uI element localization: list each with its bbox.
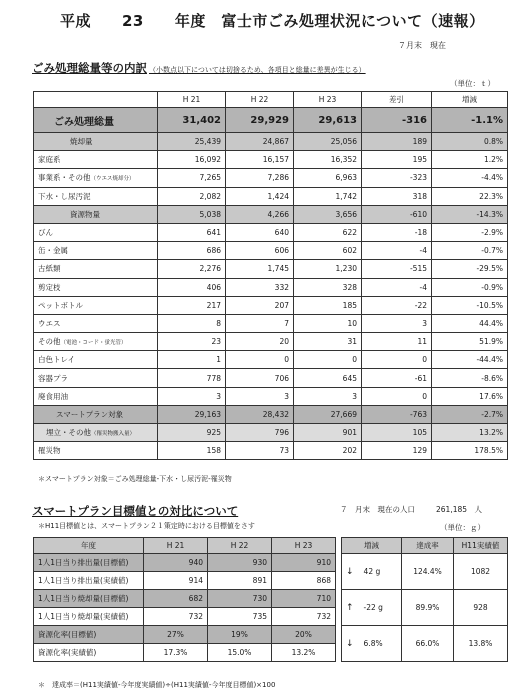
cell-h22: 332 [226,278,294,296]
cell-diff: 129 [362,442,432,460]
cell-rate: 1.2% [432,151,508,169]
cell-h21: 3 [158,387,226,405]
cell-h23: 602 [294,242,362,260]
table-header-row [34,538,508,554]
cell-h21: 732 [144,608,208,626]
population-label: ７ 月末 現在の人口 [340,505,415,514]
section2-unit: （単位：ｇ） [440,523,485,532]
table-row [34,405,508,423]
row-label: ペットボトル [34,296,158,314]
cell-h21: 940 [144,554,208,572]
header-cell [34,92,158,108]
cell-h22: 1,424 [226,187,294,205]
cell-rate: 51.9% [432,333,508,351]
row-label: 1人1日当り焼却量(目標値) [34,590,144,608]
cell-h22: 7 [226,314,294,332]
cell-h23: 6,963 [294,169,362,187]
cell-h23: 3,656 [294,205,362,223]
cell-diff: -61 [362,369,432,387]
section1-title: ごみ処理総量等の内訳 [32,61,147,75]
cell-h21: 778 [158,369,226,387]
table-row [34,133,508,151]
row-label-main: 事業系・その他 [38,173,91,183]
cell-h23: 16,352 [294,151,362,169]
cell-h23: 185 [294,296,362,314]
table-row [34,296,508,314]
row-label: 下水・し尿汚泥 [34,187,158,205]
cell-h21: 406 [158,278,226,296]
cell-h22: 930 [208,554,272,572]
table-row [34,223,508,241]
table-row [34,590,508,608]
cell-diff: 195 [362,151,432,169]
header-cell: H 21 [144,538,208,554]
cell-h22: 7,286 [226,169,294,187]
table-row [34,151,508,169]
change-value: -22 g [363,602,383,612]
row-label: 1人1日当り排出量(実績値) [34,572,144,590]
cell-h23: 202 [294,442,362,460]
cell-diff: -316 [362,108,432,133]
cell-h21: 1 [158,351,226,369]
table-row [34,351,508,369]
cell-diff: 189 [362,133,432,151]
cell-h21: 2,276 [158,260,226,278]
change-value: 6.8% [363,638,383,648]
table-row [34,626,508,644]
row-label-sub: （ウエス焼却分） [90,176,135,183]
cell-diff: -610 [362,205,432,223]
cell-diff: 0 [362,387,432,405]
cell-h23: 10 [294,314,362,332]
row-label: 缶・金属 [34,242,158,260]
cell-rate: -29.5% [432,260,508,278]
cell-h23: 31 [294,333,362,351]
h11-note: ＊H11目標値とは、スマートプラン２１策定時における目標値をさす [38,522,255,530]
cell-h23: 13.2% [272,644,336,662]
cell-h23: 868 [272,572,336,590]
cell-h22: 16,157 [226,151,294,169]
cell-rate: -8.6% [432,369,508,387]
cell-h22: 28,432 [226,405,294,423]
table-row [34,314,508,332]
change-arrow: ↓ [346,566,354,577]
row-label: 罹災物 [34,442,158,460]
cell-rate: 44.4% [432,314,508,332]
change-arrow: ↑ [346,602,354,613]
cell-h23: 732 [272,608,336,626]
section1-heading [32,60,366,76]
cell-h22: 20 [226,333,294,351]
cell-h22: 606 [226,242,294,260]
cell-h21: 2,082 [158,187,226,205]
section1-footnote: ＊スマートプラン対象＝ごみ処理総量‐下水・し尿汚泥‐罹災物 [38,475,232,483]
cell-h23: 25,056 [294,133,362,151]
cell-diff: -4 [362,242,432,260]
header-cell: H11実績値 [454,538,508,554]
cell-diff: -22 [362,296,432,314]
cell-h22: 207 [226,296,294,314]
cell-h21: 29,163 [158,405,226,423]
cell-h21: 8 [158,314,226,332]
achievement-rate: 89.9% [402,590,454,626]
row-label: 剪定枝 [34,278,158,296]
section2-heading: スマートプラン目標値との対比について [32,504,239,518]
h11-actual: 928 [454,590,508,626]
cell-h23: 1,230 [294,260,362,278]
cell-h21: 686 [158,242,226,260]
cell-h23: 901 [294,424,362,442]
row-label-sub: （罹災物搬入量） [91,431,136,438]
cell-h22: 29,929 [226,108,294,133]
cell-diff: 0 [362,351,432,369]
achievement-rate: 66.0% [402,626,454,662]
cell-diff: 105 [362,424,432,442]
cell-rate: 178.5% [432,442,508,460]
row-label: 古紙類 [34,260,158,278]
change-cell [342,626,402,662]
cell-h23: 20% [272,626,336,644]
cell-h23: 0 [294,351,362,369]
cell-rate: 17.6% [432,387,508,405]
table-row [34,369,508,387]
cell-h21: 17.3% [144,644,208,662]
cell-diff: -323 [362,169,432,187]
row-label: 家庭系 [34,151,158,169]
table-row [34,424,508,442]
cell-h22: 4,266 [226,205,294,223]
row-label [34,333,158,351]
cell-h23: 3 [294,387,362,405]
cell-h21: 158 [158,442,226,460]
section1-note: （小数点以下については切捨るため、各項目と総量に差異が生じる） [149,66,366,74]
cell-h21: 25,439 [158,133,226,151]
cell-h21: 23 [158,333,226,351]
cell-rate: -1.1% [432,108,508,133]
change-arrow: ↓ [346,638,354,649]
change-cell [342,554,402,590]
page-title: 平成 23 年度 富士市ごみ処理状況について（速報） [60,12,485,30]
cell-h22: 73 [226,442,294,460]
cell-h22: 796 [226,424,294,442]
cell-rate: 0.8% [432,133,508,151]
cell-h21: 7,265 [158,169,226,187]
population-value: 261,185 人 [436,505,483,514]
cell-h22: 640 [226,223,294,241]
row-label: 1人1日当り焼却量(実績値) [34,608,144,626]
cell-rate: -44.4% [432,351,508,369]
cell-rate: -2.9% [432,223,508,241]
row-label: 容器プラ [34,369,158,387]
cell-rate: -2.7% [432,405,508,423]
cell-h23: 27,669 [294,405,362,423]
cell-h21: 5,038 [158,205,226,223]
table-row [34,278,508,296]
cell-h22: 3 [226,387,294,405]
section1-unit: （単位：ｔ） [450,79,495,88]
row-label-main: その他 [38,337,61,347]
table-row [34,554,508,572]
row-label: 白色トレイ [34,351,158,369]
row-label [34,424,158,442]
header-cell: H 22 [226,92,294,108]
cell-h22: 891 [208,572,272,590]
cell-h22: 735 [208,608,272,626]
table-header-row [34,92,508,108]
row-label-main: 埋立・その他 [46,428,91,438]
cell-h22: 15.0% [208,644,272,662]
cell-h21: 16,092 [158,151,226,169]
table-row [34,260,508,278]
cell-h23: 622 [294,223,362,241]
change-value: 42 g [363,566,381,576]
h11-actual: 1082 [454,554,508,590]
cell-h22: 730 [208,590,272,608]
achievement-rate: 124.4% [402,554,454,590]
row-label: 廃食用油 [34,387,158,405]
header-cell: 達成率 [402,538,454,554]
header-cell: 差引 [362,92,432,108]
cell-diff: 3 [362,314,432,332]
cell-h22: 706 [226,369,294,387]
row-label: スマートプラン対象 [34,405,158,423]
row-label: 資源物量 [34,205,158,223]
header-cell: 年度 [34,538,144,554]
section2-footnote: ＊ 達成率＝(H11実績値‐今年度実績値)÷(H11実績値‐今年度目標値)×100 [38,681,276,689]
cell-rate: -14.3% [432,205,508,223]
cell-h23: 910 [272,554,336,572]
table-row [34,169,508,187]
cell-h21: 925 [158,424,226,442]
cell-rate: -0.9% [432,278,508,296]
table-row [34,242,508,260]
cell-h23: 710 [272,590,336,608]
cell-diff: -4 [362,278,432,296]
table-row [34,333,508,351]
cell-diff: -18 [362,223,432,241]
cell-rate: -4.4% [432,169,508,187]
cell-diff: -763 [362,405,432,423]
row-label: ごみ処理総量 [34,108,158,133]
cell-diff: 11 [362,333,432,351]
cell-rate: 22.3% [432,187,508,205]
cell-h23: 29,613 [294,108,362,133]
waste-breakdown-table [33,91,508,460]
h11-actual: 13.8% [454,626,508,662]
cell-h23: 645 [294,369,362,387]
cell-rate: -0.7% [432,242,508,260]
change-cell [342,590,402,626]
cell-diff: 318 [362,187,432,205]
cell-h21: 682 [144,590,208,608]
row-label: ウエス [34,314,158,332]
header-cell: 増減 [342,538,402,554]
cell-rate: 13.2% [432,424,508,442]
cell-h21: 217 [158,296,226,314]
row-label: 焼却量 [34,133,158,151]
cell-h22: 19% [208,626,272,644]
cell-h23: 328 [294,278,362,296]
row-label: 1人1日当り排出量(目標値) [34,554,144,572]
header-cell: H 21 [158,92,226,108]
cell-h22: 0 [226,351,294,369]
cell-rate: -10.5% [432,296,508,314]
header-cell: H 23 [294,92,362,108]
table-row [34,187,508,205]
row-label: 資源化率(実績値) [34,644,144,662]
smart-plan-table [33,537,508,662]
table-row [34,205,508,223]
cell-h21: 27% [144,626,208,644]
cell-h22: 24,867 [226,133,294,151]
row-label [34,169,158,187]
row-label-sub: （電池・コード・蛍光管） [60,340,127,347]
cell-h21: 914 [144,572,208,590]
cell-h21: 641 [158,223,226,241]
cell-h23: 1,742 [294,187,362,205]
header-cell: H 23 [272,538,336,554]
table-row [34,442,508,460]
table-row [34,108,508,133]
cell-h21: 31,402 [158,108,226,133]
header-cell: H 22 [208,538,272,554]
table-row [34,387,508,405]
header-cell: 増減 [432,92,508,108]
cell-h22: 1,745 [226,260,294,278]
as-of-date: ７月末 現在 [398,41,446,50]
row-label: 資源化率(目標値) [34,626,144,644]
cell-diff: -515 [362,260,432,278]
row-label: びん [34,223,158,241]
